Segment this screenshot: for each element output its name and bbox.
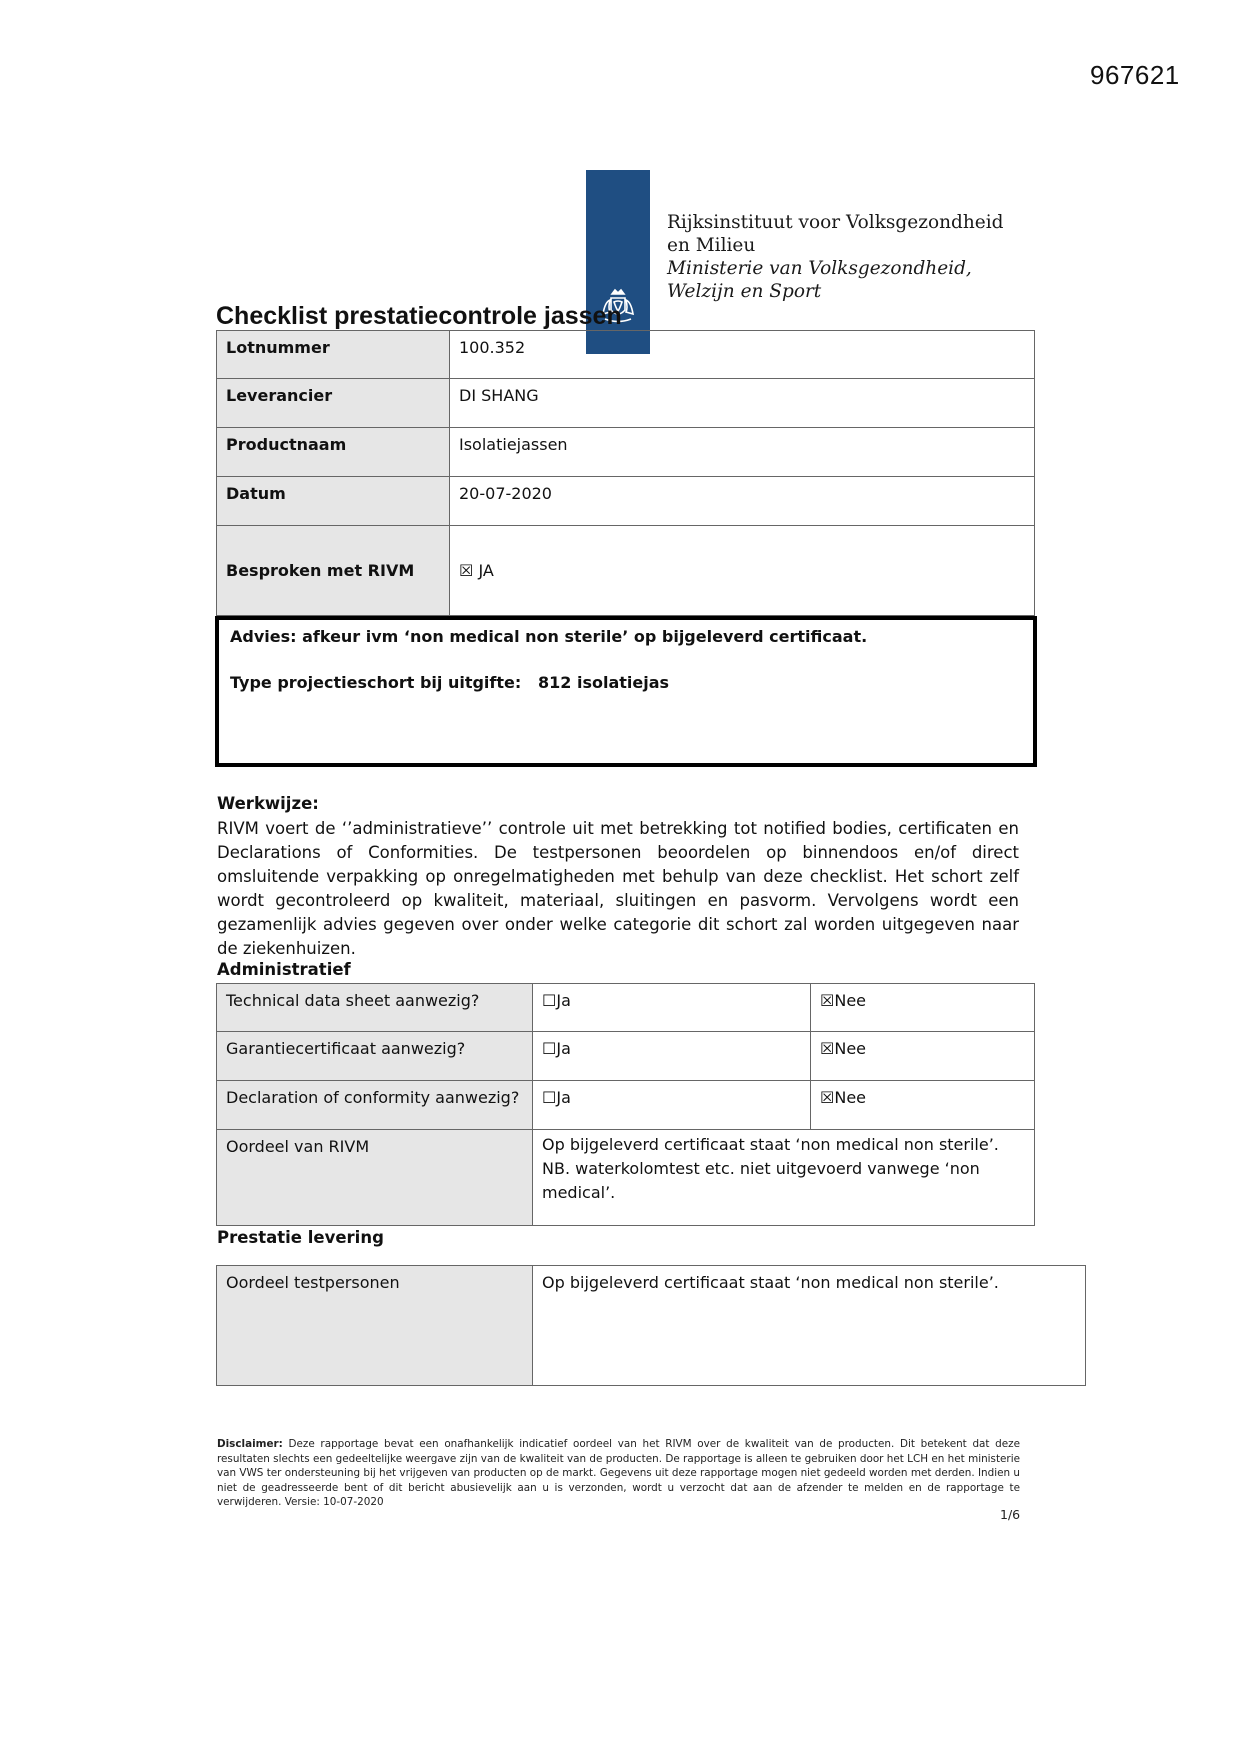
- checkbox-empty-icon[interactable]: ☐: [542, 1088, 557, 1107]
- admin-row: [217, 1081, 1035, 1130]
- checkbox-checked-icon[interactable]: ☒: [820, 1039, 835, 1058]
- info-label: Besproken met RIVM: [217, 526, 450, 616]
- type-label: Type projectieschort bij uitgifte:: [230, 673, 522, 692]
- info-row-lotnummer: [217, 331, 1035, 379]
- admin-nee-option[interactable]: [811, 984, 1035, 1032]
- checkbox-checked-icon[interactable]: ☒: [820, 1088, 835, 1107]
- admin-question: Technical data sheet aanwezig?: [217, 984, 533, 1032]
- disclaimer-text: Deze rapportage bevat een onafhankelijk indicatief oordeel van het RIVM over de kwaliteit van de producten. Dit betekent dat deze resultaten slechts een gedeeltelijke weergave zijn van de kwaliteit van de producten. De rapportage is alleen te gebruiken door het LCH en het ministerie van VWS ter ondersteuning bij het vrijgeven van producten op de markt. Gegevens uit deze rapportage mogen niet gedeeld worden met derden. Indien u niet de geadresseerde bent of dit bericht abusievelijk aan u is verzonden, wordt u verzocht dat aan de afzender te melden en de rapportage te verwijderen. Versie: 10-07-2020: [217, 1438, 1020, 1508]
- checkbox-empty-icon[interactable]: ☐: [542, 1039, 557, 1058]
- disclaimer: [217, 1437, 1020, 1510]
- admin-ja-option[interactable]: [533, 1032, 811, 1081]
- info-label: Lotnummer: [217, 331, 450, 379]
- advies-box: [215, 616, 1037, 767]
- werkwijze-text: RIVM voert de ‘’administratieve’’ controle uit met betrekking tot notified bodies, certificaten en Declarations of Conformities. De testpersonen beoordelen op binnendoos en/of direct omsluitende verpakking op onregelmatigheden met behulp van deze checklist. Het schort zelf wordt gecontroleerd op kwaliteit, materiaal, sluitingen en pasvorm. Vervolgens wordt een gezamenlijk advies gegeven over onder welke categorie dit schort zal worden uitgegeven naar de ziekenhuizen.: [217, 819, 1019, 958]
- info-value: 20-07-2020: [450, 477, 1035, 526]
- admin-nee-option[interactable]: [811, 1032, 1035, 1081]
- administratief-heading: Administratief: [217, 960, 351, 979]
- info-row-besproken: [217, 526, 1035, 616]
- disclaimer-label: Disclaimer:: [217, 1438, 283, 1450]
- organisation-name: [667, 211, 1003, 303]
- page-title: Checklist prestatiecontrole jassen: [216, 302, 622, 330]
- checkbox-checked-icon[interactable]: ☒: [820, 991, 835, 1010]
- oordeel-value: [533, 1130, 1035, 1226]
- info-label: Leverancier: [217, 379, 450, 428]
- type-value: 812 isolatiejas: [538, 673, 670, 692]
- info-row-productnaam: [217, 428, 1035, 477]
- nee-label: Nee: [834, 991, 866, 1010]
- admin-row: [217, 1032, 1035, 1081]
- ministry-line-2: Welzijn en Sport: [667, 281, 822, 302]
- info-value: DI SHANG: [450, 379, 1035, 428]
- info-value: Isolatiejassen: [450, 428, 1035, 477]
- admin-question: Garantiecertificaat aanwezig?: [217, 1032, 533, 1081]
- ja-label: Ja: [556, 1039, 571, 1058]
- nee-label: Nee: [834, 1039, 866, 1058]
- ja-label: Ja: [556, 991, 571, 1010]
- oordeel-line-2: NB. waterkolomtest etc. niet uitgevoerd vanwege ‘non: [542, 1159, 980, 1178]
- admin-row: [217, 984, 1035, 1032]
- checkbox-empty-icon[interactable]: ☐: [542, 991, 557, 1010]
- advies-line: Advies: afkeur ivm ‘non medical non sterile’ op bijgeleverd certificaat.: [230, 627, 868, 646]
- admin-question: Declaration of conformity aanwezig?: [217, 1081, 533, 1130]
- document-id: 967621: [1090, 60, 1180, 90]
- page-number: 1/6: [1000, 1507, 1021, 1522]
- oordeel-label: Oordeel van RIVM: [217, 1130, 533, 1226]
- info-label: Datum: [217, 477, 450, 526]
- org-line-1: Rijksinstituut voor Volksgezondheid: [667, 212, 1004, 233]
- info-label: Productnaam: [217, 428, 450, 477]
- admin-ja-option[interactable]: [533, 984, 811, 1032]
- besproken-value: JA: [478, 561, 494, 580]
- org-line-2: en Milieu: [667, 235, 756, 256]
- admin-nee-option[interactable]: [811, 1081, 1035, 1130]
- oordeel-line-1: Op bijgeleverd certificaat staat ‘non medical non sterile’.: [542, 1135, 999, 1154]
- nee-label: Nee: [834, 1088, 866, 1107]
- info-table: [216, 330, 1035, 616]
- info-value: 100.352: [450, 331, 1035, 379]
- admin-ja-option[interactable]: [533, 1081, 811, 1130]
- prestatie-table: [216, 1265, 1086, 1386]
- ja-label: Ja: [556, 1088, 571, 1107]
- prestatie-value: Op bijgeleverd certificaat staat ‘non medical non sterile’.: [533, 1266, 1086, 1386]
- prestatie-row: [217, 1266, 1086, 1386]
- prestatie-label: Oordeel testpersonen: [217, 1266, 533, 1386]
- info-row-datum: [217, 477, 1035, 526]
- type-line: [230, 673, 669, 692]
- checkbox-checked-icon[interactable]: ☒: [459, 561, 474, 580]
- admin-oordeel-row: [217, 1130, 1035, 1226]
- ministry-line-1: Ministerie van Volksgezondheid,: [667, 258, 972, 279]
- oordeel-line-3: medical’.: [542, 1183, 616, 1202]
- werkwijze-heading: Werkwijze:: [217, 794, 319, 813]
- info-value: [450, 526, 1035, 616]
- prestatie-heading: Prestatie levering: [217, 1228, 384, 1247]
- administratief-table: [216, 983, 1035, 1226]
- info-row-leverancier: [217, 379, 1035, 428]
